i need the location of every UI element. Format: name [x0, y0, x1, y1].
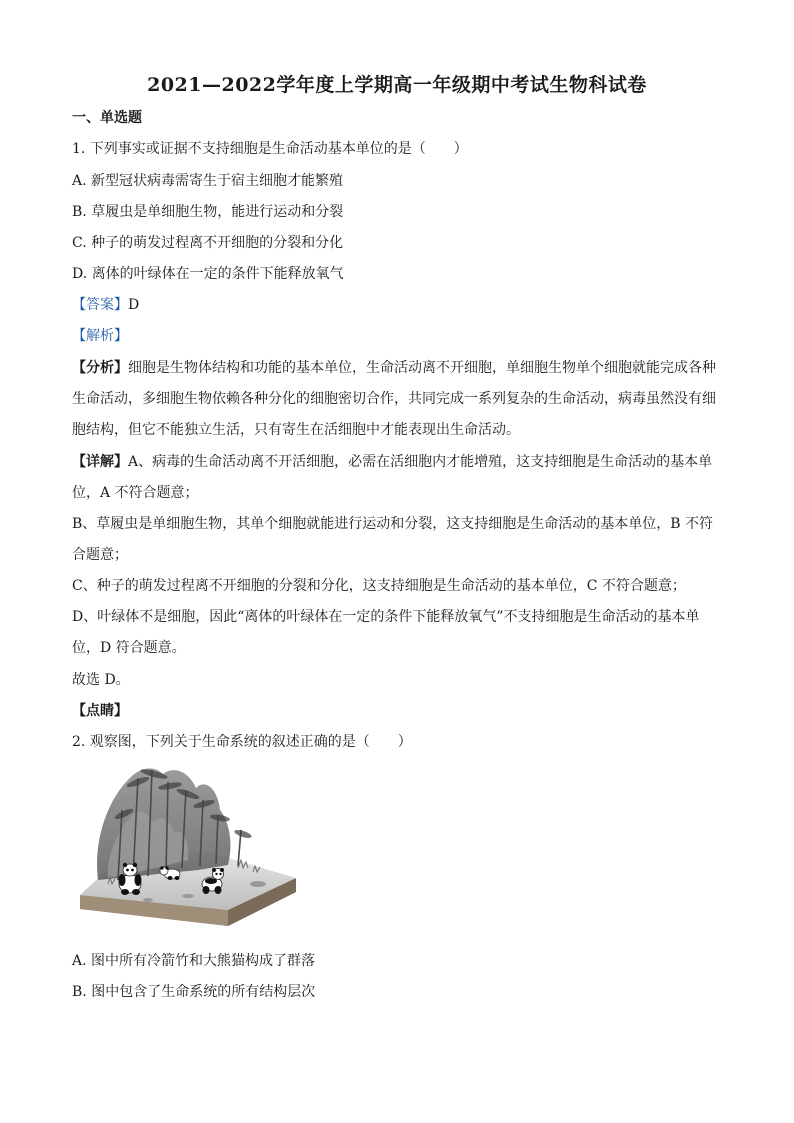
- xiangjie-line-7: 位，D 符合题意。: [72, 640, 186, 656]
- q1-answer-line: [72, 295, 722, 315]
- section-heading: 一、单选题: [72, 110, 142, 126]
- xiangjie-line-8: 故选 D。: [72, 672, 130, 688]
- q2-stem: 2. 观察图，下列关于生命系统的叙述正确的是（ ）: [72, 734, 412, 750]
- analysis-tag: 【解析】: [72, 328, 128, 344]
- xiangjie-line-6: D、叶绿体不是细胞，因此“离体的叶绿体在一定的条件下能释放氧气”不支持细胞是生命活动的基本单: [72, 609, 700, 625]
- xiangjie-line-2: 位，A 不符合题意；: [72, 485, 199, 501]
- fenxi-line-2: 生命活动，多细胞生物依赖各种分化的细胞密切合作，共同完成一系列复杂的生命活动，病毒虽然没有细: [72, 391, 716, 407]
- answer-tag: 【答案】: [72, 297, 128, 313]
- page-title: 2021—2022学年度上学期高一年级期中考试生物科试卷: [147, 74, 647, 96]
- fenxi-line-1: [72, 358, 722, 378]
- xiangjie-line-4: 合题意；: [72, 547, 128, 563]
- panda-bamboo-illustration: [78, 760, 298, 932]
- q1-option-c: C. 种子的萌发过程离不开细胞的分裂和分化: [72, 235, 344, 251]
- q1-option-d: D. 离体的叶绿体在一定的条件下能释放氧气: [72, 266, 344, 282]
- q2-option-a: A. 图中所有冷箭竹和大熊猫构成了群落: [72, 953, 316, 969]
- fenxi-line-3: 胞结构，但它不能独立生活，只有寄生在活细胞中才能表现出生命活动。: [72, 422, 520, 438]
- xiangjie-line-3: B、草履虫是单细胞生物，其单个细胞就能进行运动和分裂，这支持细胞是生命活动的基本单位，B 不符: [72, 516, 714, 532]
- q1-stem: 1. 下列事实或证据不支持细胞是生命活动基本单位的是（ ）: [72, 141, 468, 157]
- q1-option-a: A. 新型冠状病毒需寄生于宿主细胞才能繁殖: [72, 173, 344, 189]
- q2-option-b: B. 图中包含了生命系统的所有结构层次: [72, 984, 316, 1000]
- dianjing-tag: 【点睛】: [72, 703, 128, 719]
- xiangjie-text: A、病毒的生命活动离不开活细胞，必需在活细胞内才能增殖，这支持细胞是生命活动的基本单: [128, 454, 713, 470]
- fenxi-tag: 【分析】: [72, 360, 128, 376]
- xiangjie-line-5: C、种子的萌发过程离不开细胞的分裂和分化，这支持细胞是生命活动的基本单位，C 不符合题意；: [72, 578, 686, 594]
- answer-value: D: [128, 297, 140, 313]
- xiangjie-tag: 【详解】: [72, 454, 128, 470]
- q1-analysis-line: [72, 326, 722, 346]
- xiangjie-line-1: [72, 452, 722, 472]
- dianjing-line: [72, 701, 722, 721]
- fenxi-text: 细胞是生物体结构和功能的基本单位，生命活动离不开细胞，单细胞生物单个细胞就能完成各种: [128, 360, 716, 376]
- q1-option-b: B. 草履虫是单细胞生物，能进行运动和分裂: [72, 204, 344, 220]
